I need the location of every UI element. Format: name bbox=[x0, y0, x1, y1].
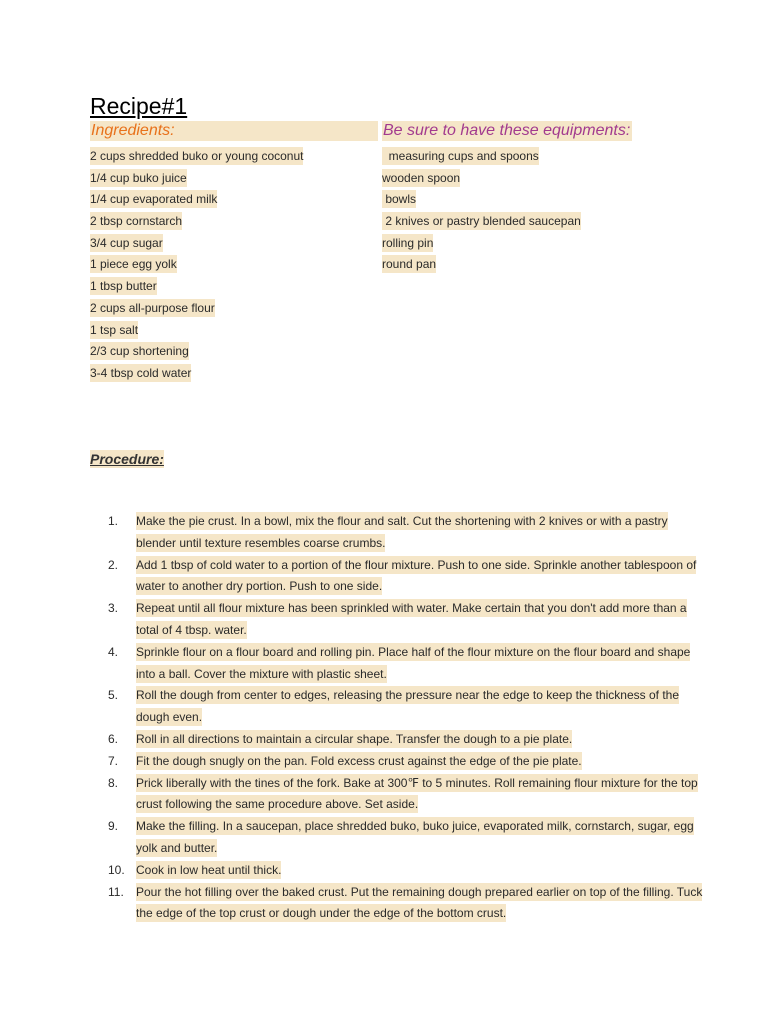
procedure-step: 3. Repeat until all flour mixture has been sprinkled with water. Make certain that you don't add more than a total of 4 tbsp. water. bbox=[108, 601, 687, 637]
ingredient-item: 3-4 tbsp cold water bbox=[90, 365, 192, 380]
procedure-step: 10. Cook in low heat until thick. bbox=[108, 862, 282, 877]
procedure-step: 11. Pour the hot filling over the baked crust. Put the remaining dough prepared earlier on top of the filling. Tuck the edge of the top crust or dough under the edge of the bottom crust. bbox=[108, 884, 703, 921]
ingredient-item: 3/4 cup sugar bbox=[90, 235, 163, 250]
recipe-title: Recipe#1 bbox=[90, 93, 188, 119]
equipments-heading: Be sure to have these equipments: bbox=[383, 122, 631, 139]
ingredient-item: 1/4 cup evaporated milk bbox=[90, 192, 218, 207]
ingredient-item: 2 cups shredded buko or young coconut bbox=[90, 149, 304, 163]
ingredient-item: 1 tsp salt bbox=[90, 322, 139, 337]
procedure-step: 7. Fit the dough snugly on the pan. Fold excess crust against the edge of the pie plate. bbox=[108, 753, 582, 768]
equipment-item: rolling pin bbox=[382, 235, 434, 250]
ingredient-item: 2 cups all-purpose flour bbox=[90, 300, 215, 315]
procedure-step: 9. Make the filling. In a saucepan, place shredded buko, buko juice, evaporated milk, cornstarch, sugar, egg yolk and butter. bbox=[108, 819, 694, 855]
ingredient-item: 1 piece egg yolk bbox=[90, 257, 177, 272]
procedure-step: 5. Roll the dough from center to edges, releasing the pressure near the edge to keep the thickness of the dough even. bbox=[108, 688, 680, 725]
procedure-step: 4. Sprinkle flour on a flour board and rolling pin. Place half of the flour mixture on the flour board and shape into a ball. Cover the mixture with plastic sheet. bbox=[108, 644, 691, 681]
equipment-item: round pan bbox=[382, 257, 437, 272]
ingredients-list bbox=[90, 146, 303, 385]
ingredient-item: 2 tbsp cornstarch bbox=[90, 214, 183, 229]
equipment-item: 2 knives or pastry blended saucepan bbox=[382, 214, 581, 229]
equipments-list bbox=[382, 146, 581, 276]
procedure-step: 2. Add 1 tbsp of cold water to a portion of the flour mixture. Push to one side. Sprinkle another tablespoon of water to another dry portion. Push to one side. bbox=[108, 557, 697, 594]
equipment-item: bowls bbox=[382, 192, 417, 207]
ingredient-item: 1/4 cup buko juice bbox=[90, 170, 187, 185]
equipment-item: wooden spoon bbox=[382, 170, 461, 185]
procedure-heading: Procedure: bbox=[90, 451, 164, 467]
ingredients-heading: Ingredients: bbox=[90, 121, 378, 141]
ingredient-item: 1 tbsp butter bbox=[90, 279, 157, 294]
procedure-step: 1. Make the pie crust. In a bowl, mix the flour and salt. Cut the shortening with 2 knives or with a pastry blender until texture resembles coarse crumbs. bbox=[108, 514, 668, 550]
ingredient-item: 2/3 cup shortening bbox=[90, 344, 189, 359]
procedure-step: 8. Prick liberally with the tines of the fork. Bake at 300℉ to 5 minutes. Roll remaining flour mixture for the top crust following the same procedure above. Set aside. bbox=[108, 775, 698, 812]
procedure-steps bbox=[108, 511, 708, 925]
equipment-item: measuring cups and spoons bbox=[382, 149, 539, 163]
procedure-step: 6. Roll in all directions to maintain a circular shape. Transfer the dough to a pie plate. bbox=[108, 731, 573, 746]
